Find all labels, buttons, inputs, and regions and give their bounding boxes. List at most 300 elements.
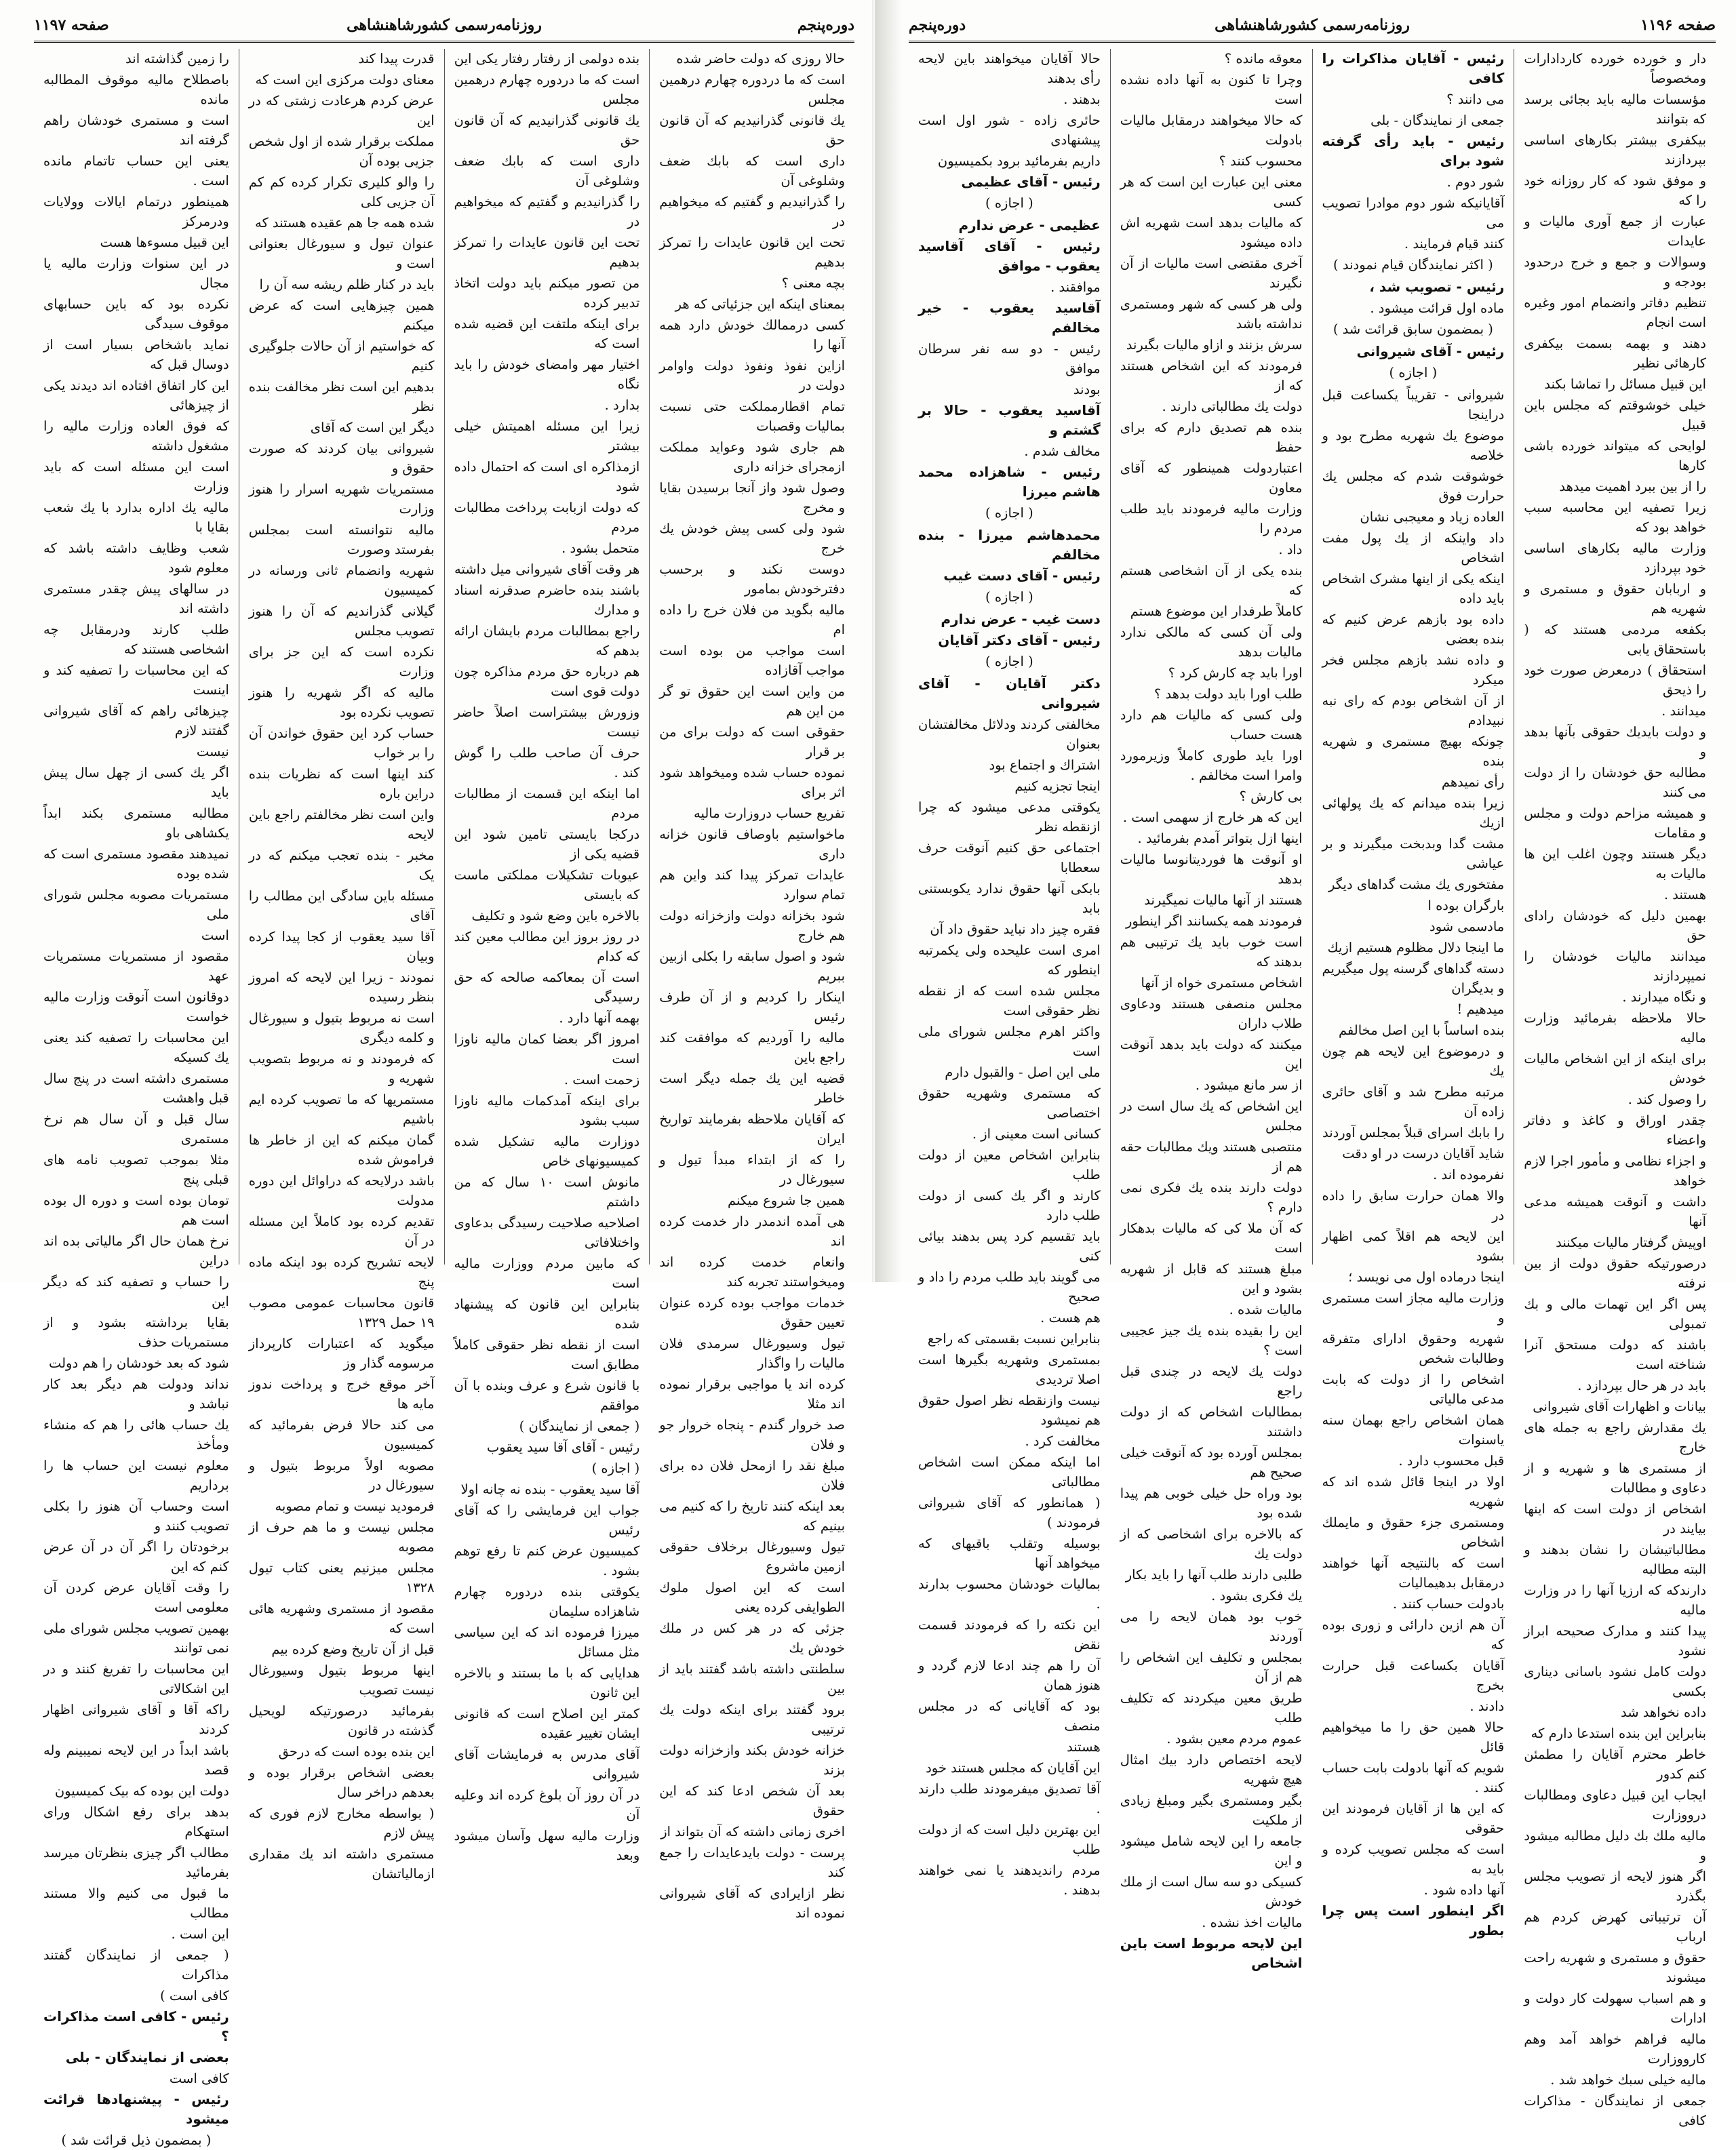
text-line: مستمریات مصوبه مجلس شورای ملی (43, 887, 229, 922)
text-line: بهمه آنها دارد . (559, 1010, 640, 1026)
text-line: بنده دولمی از رفتار رفتار یکی این (454, 51, 640, 66)
text-line: امروز اگر بعضا کمان مالیه ناوزا است (454, 1031, 640, 1067)
left-page-paper-title: روزنامه‌رسمی کشورشاهنشاهی (347, 16, 542, 34)
text-line: نمیدهند مقصود مستمری است که شده بوده (43, 846, 229, 881)
text-line: این لایحه هم اقلاً کمی اظهار بشود (1322, 1229, 1505, 1264)
speaker-line: دست غیب - عرض ندارم (941, 611, 1101, 627)
left-column-4 (34, 49, 239, 2148)
speaker-line: دکتر آقایان - آقای شیروانی (918, 675, 1101, 711)
text-line: رأی نمیدهم (1441, 774, 1505, 790)
text-line: اینکار را کردیم و از آن طرف رئیس (659, 989, 845, 1024)
text-line: مانوش است ۱۰ سال که من داشتم (454, 1174, 640, 1210)
text-line: نداند ودولت هم دیگر بعد کار نباشد و (43, 1376, 229, 1412)
text-line: معلوم نیست این حساب ها را برداریم (43, 1458, 229, 1493)
text-line: جزئی که در هر کس در ملك خودش یك (659, 1620, 845, 1656)
text-line: مجلس شده است که از نقطه نظر حقوقی است (918, 983, 1101, 1018)
text-line: بنده اساساً با این اصل مخالفم (1338, 1022, 1505, 1038)
text-line: تنظیم دفاتر وانضمام امور وغیره است انجام (1524, 295, 1706, 330)
text-line: همین جا شروع میکنم (728, 1193, 845, 1208)
text-line: خدمات مواجب بوده کرده عنوان تعیین حقوق (659, 1295, 845, 1330)
text-line: مطالباتیشان را نشان بدهند و البته مطالبه (1524, 1542, 1706, 1577)
text-line: آخری مقتضی است مالیات از آن نگیرند (1120, 256, 1303, 291)
text-line: داری است که بابك ضعف وشلوغی آن (454, 153, 640, 188)
text-line: کاملاً طرفدار این موضوع هستم (1130, 603, 1303, 619)
text-line: مالیه فراهم خواهد آمد وهم کارووزارت (1524, 2031, 1706, 2067)
text-line: آقایانیکه شور دوم موادرا تصویب می (1322, 195, 1505, 231)
text-line: اینجا درماده اول می نویسد ؛ (1348, 1269, 1505, 1285)
text-line: قبل محسوب دارد . (1398, 1453, 1505, 1469)
text-line: میگوید که اعتبارات کارپرداز مرسومه گذار وز (248, 1336, 435, 1371)
text-line: مخبر - بنده تعجب میکنم که در یک (248, 848, 435, 883)
left-page-number: صفحه ۱۱۹۷ (34, 16, 109, 34)
right-page (875, 0, 1736, 2128)
text-line: موافقند . (1050, 279, 1101, 295)
text-line: فرمودند که این اشخاص هستند که از (1120, 358, 1303, 393)
left-column-1 (649, 49, 854, 1921)
text-line: این است . (171, 1926, 229, 1942)
text-line: و نگاه میدارند . (1622, 989, 1706, 1005)
text-line: کسانی است معینی از . (972, 1126, 1101, 1142)
right-page-fold-shadow (875, 0, 902, 1282)
text-line: دولت دارند بنده یك فکری نمی دارم ؟ (1120, 1180, 1303, 1215)
text-line: جمعی از نمایندگان - بلی (1370, 113, 1505, 128)
text-line: که دولت ازبابت پرداخت مطالبات مردم (454, 500, 640, 535)
text-line: که آن ملا کی که مالیات بدهکار است (1120, 1220, 1303, 1256)
text-line: داریم بفرمائید برود بکمیسیون (937, 153, 1101, 169)
text-line: از آن اشخاص بودم که رای نبه نبیدادم (1322, 693, 1505, 728)
speaker-line: رئیس - آقای دست غیب (943, 568, 1101, 584)
text-line: ماده اول قرائت میشود . (1370, 300, 1505, 316)
text-line: این محاسبات را تفریغ کنند و در این اشکالاتی (43, 1661, 229, 1696)
text-line: را گذرانیدیم و گفتیم که میخواهیم در (659, 194, 845, 229)
text-line: ( بواسطه مخارج لازم فوری که پیش لازم (248, 1806, 435, 1841)
text-line: که حالا میخواهند درمقابل مالیات بادولت (1120, 113, 1303, 148)
text-line: وزارت مالیه فرمودند باید طلب مردم را (1120, 501, 1303, 536)
text-line: ولی آن کسی که مالکی ندارد مالیات بدهد (1120, 624, 1303, 660)
text-line: مبلغ هستند که قابل از شهریه بشود و این (1120, 1261, 1303, 1296)
text-line: حساب کرد این حقوق خواندن آن را بر خواب (248, 725, 435, 761)
text-line: خزانه خودش بکند وازخزانه دولت بزند (659, 1743, 845, 1778)
text-line: بدهیم این است نظر مخالفت بنده نظر (248, 379, 435, 414)
right-column-1 (1514, 49, 1716, 2128)
text-line: مالیات شده . (1229, 1302, 1303, 1317)
text-line: طلب کارند ودرمقابل چه اشخاصی هستند که (43, 622, 229, 657)
text-line: می کند حالا فرض بفرمائید که کمیسیون (248, 1417, 435, 1452)
text-line: یك حساب هائی را هم که منشاء ومأخذ (43, 1417, 229, 1452)
text-line: هستند از آنها مالیات نمیگیرند (1144, 892, 1303, 908)
text-line: زحمت است . (564, 1072, 640, 1088)
text-line: ایجاب این قبیل دعاوی ومطالبات درووزارت (1524, 1787, 1706, 1823)
text-line: همینطور درتمام ایالات وولایات ودرمرکز (43, 194, 229, 229)
text-line: شاید آقایان درست در او دقت (1342, 1146, 1505, 1161)
text-line: وانعام خدمت کرده اند ومیخواستند تجربه کند (659, 1254, 845, 1290)
speaker-line: عظیمی - عرض ندارم (958, 217, 1101, 233)
text-line: چقدر اوراق و کاغذ و دفاتر واعضاء (1524, 1113, 1706, 1148)
text-line: حائری زاده - شور اول است پیشنهادی (918, 113, 1101, 148)
speaker-line: رئیس - کافی است مذاکرات ؟ (43, 2008, 229, 2044)
text-line: دسته گداهای گرسنه پول میگیریم و بدیگران (1322, 961, 1505, 996)
text-line: قانون محاسبات عمومی مصوب ۱۹ حمل ۱۳۲۹ (248, 1295, 435, 1330)
left-header-rule (34, 41, 854, 43)
text-line: هستند (1067, 1739, 1101, 1755)
text-line: دوقانون است آنوقت وزارت مالیه خواست (43, 989, 229, 1024)
text-line: لایحه اختصاص دارد بیك امثال هیچ شهریه (1120, 1752, 1303, 1787)
text-line: دولت این بوده که بیک کمیسیون (54, 1783, 229, 1799)
text-line: داد واینکه از یك پول مفت اشخاص (1322, 530, 1505, 565)
text-line: و اربابان حقوق و مستمری و شهریه هم (1524, 581, 1706, 616)
text-line: نرخ همان حال اگر مالیاتی بده اند دراین (43, 1233, 229, 1269)
text-line: یکوقتی مدعی میشود که چرا ازنقطه نظر (918, 799, 1101, 835)
text-line: را از بین ببرد اهمیت میدهد (1559, 479, 1706, 494)
text-line: حالا همین حق را ما میخواهیم قائل (1322, 1719, 1505, 1755)
text-line: وزورش بیشتراست اصلاً حاضر نیست (454, 704, 640, 740)
centered-note: ( بمضمون ذیل قرائت شد ) (61, 2132, 212, 2148)
text-line: مشت گدا وبدبخت میگیرند و بر عیاشی (1322, 836, 1505, 871)
text-line: اینها مربوط بتیول وسیورغال نیست تصویب (248, 1663, 435, 1698)
text-line: وزارت مالیه بکارهای اساسی خود بپردازد (1524, 540, 1706, 576)
text-line: خیلی خوشوقتم که مجلس باین قبیل (1524, 397, 1706, 433)
text-line: را که از ابتداء مبدأ تیول و سیورغال در (659, 1152, 845, 1187)
text-line: کنند قیام فرمایند . (1404, 236, 1505, 252)
text-line: ( جمعی از نمایندگان گفتند مذاکرات (43, 1947, 229, 1983)
text-line: که این ها از آقایان فرمودند این حقوقی (1322, 1801, 1505, 1836)
text-line: است وحساب آن هنوز را بکلی تصویب کنند و (43, 1498, 229, 1534)
text-line: اولا در اینجا قائل شده اند که شهریه (1322, 1474, 1505, 1509)
text-line: بنابراین این بنده استدعا دارم که (1531, 1726, 1706, 1741)
text-line: قضیه این یك جمله دیگر است خاطر (659, 1071, 845, 1106)
text-line: درصورتیکه حقوق دولت از بین نرفته (1524, 1256, 1706, 1291)
text-line: یك فکری بشود . (1211, 1588, 1303, 1604)
text-line: وزارت مالیه سهل وآسان میشود وبعد (454, 1828, 640, 1863)
text-line: تحت این قانون عایدات را تمرکز بدهیم (454, 235, 640, 270)
text-line: و داده نشد بازهم مجلس فخر میکرد (1322, 652, 1505, 688)
text-line: مستمریها که ما تصویب کرده ایم باشیم (248, 1092, 435, 1127)
text-line: وزارت مالیه مجاز است مستمری و (1322, 1290, 1505, 1326)
text-line: قبل از آن تاریخ وضع کرده بیم (271, 1641, 435, 1657)
text-line: ملی این اصل - والقبول دارم (945, 1064, 1101, 1080)
text-line: استحقاق ) درمعرض صورت خود را ذیحق (1524, 662, 1706, 698)
text-line: که مابین مردم ووزارت مالیه است (454, 1256, 640, 1291)
text-line: دولت یك مطالباتی دارند . (1162, 399, 1303, 414)
text-line: اورا باید چه کارش کرد ؟ (1168, 665, 1303, 681)
speaker-line: رئیس - باید رأی گرفته شود برای (1322, 133, 1505, 169)
text-line: داده بود بازهم عرض کنیم که بنده بعضی (1322, 612, 1505, 647)
speaker-line: رئیس - پیشنهادها قرائت میشود (43, 2091, 229, 2127)
text-line: بمجلس آورده بود که آنوقت خیلی صحیح هم (1120, 1445, 1303, 1480)
text-line: نمودند - زیرا این لایحه که امروز بنظر رسیده (248, 970, 435, 1005)
text-line: اگر یك کسی از چهل سال پیش باید (43, 765, 229, 800)
text-line: و هم اسباب سهولت کار دولت و ادارات (1524, 1991, 1706, 2026)
text-line: است که ما دردوره چهارم درهمین مجلس (454, 72, 640, 107)
text-line: است که این اصول ملوك الطوایفی کرده یعنی (659, 1580, 845, 1615)
text-line: بود وراه حل خیلی خوبی هم پیدا شده بود (1120, 1486, 1303, 1521)
text-line: من تصور میکنم باید دولت اتخاذ تدبیر کرده (454, 275, 640, 311)
text-line: مصوبه اولاً مربوط بتیول و سیورغال در (248, 1458, 435, 1493)
text-line: دوزارت مالیه تشکیل شده کمیسیونهای خاص (454, 1134, 640, 1169)
text-line: شود ولی کسی پیش خودش یك خرج (659, 521, 845, 556)
text-line: همین چیزهایی است که عرض میکنم (248, 298, 435, 333)
left-page-header (34, 12, 854, 41)
text-line: را وقت آقایان عرض کردن آن معلومی است (43, 1580, 229, 1615)
text-line: مالیه بگوید من فلان خرج را داده ام (659, 602, 845, 637)
text-line: شور دوم . (1446, 174, 1505, 190)
text-line: راکه آقا و آقای شیروانی اظهار کردند (43, 1702, 229, 1737)
text-line: صد خروار گندم - پنجاه خروار جو و فلان (659, 1417, 845, 1452)
text-line: بمعنای اینکه این جزئیاتی که هر (675, 296, 845, 312)
text-line: کسیکی دو سه سال است از ملك خودش (1120, 1874, 1303, 1909)
text-line: بدارد . (604, 397, 640, 413)
text-line: مجلس منصفی هستند ودعاوی طلاب داران (1120, 996, 1303, 1031)
text-line: کسی درممالك خودش دارد همه آنها را (659, 317, 845, 353)
text-line: آقا تصدیق میفرمودند طلب دارند . (918, 1781, 1101, 1816)
text-line: بگیر ومستمری بگیر ومبلغ زیادی از ملکیت (1120, 1793, 1303, 1828)
text-line: حرف آن صاحب طلب را گوش کند . (454, 745, 640, 780)
text-line: آقایان بکساعت قبل حرارت بخرج (1322, 1658, 1505, 1693)
text-line: این محاسبات را تصفیه کند یعنی یك کسیکه (43, 1030, 229, 1065)
text-line: بادولت حساب کنند . (1392, 1596, 1505, 1612)
text-line: که فرمودند و نه مربوط بتصویب شهریه و (248, 1051, 435, 1086)
text-line: یك قانونی گذرانیدیم که آن قانون حق (454, 113, 640, 148)
right-page-header (909, 12, 1716, 41)
text-line: را بابك اسرای قبلاً بمجلس آوردند (1322, 1125, 1505, 1140)
text-line: هم هست . (1040, 1310, 1101, 1326)
text-line: بودند (1073, 382, 1101, 397)
text-line: ( جمعی از نمایندگان ) (519, 1418, 640, 1434)
text-line: مخالف شدم . (1024, 443, 1101, 459)
text-line: خوشوقت شدم که مجلس یك حرارت فوق (1322, 469, 1505, 504)
left-column-3 (239, 49, 444, 1882)
text-line: این قبیل مسائل را تماشا بکند (1544, 376, 1706, 392)
text-line: که فوق العاده وزارت مالیه را مشغول داشته (43, 418, 229, 454)
text-line: که این محاسبات را تصفیه کند و اینست (43, 662, 229, 698)
text-line: برای اینکه آمدکمات مالیه ناوزا سبب بشود (454, 1093, 640, 1128)
text-line: نیست وازنقطه نظر اصول حقوق هم نمیشود (918, 1393, 1101, 1428)
speaker-line: رئیس - آقایان مذاکرات را کافی (1322, 50, 1505, 86)
text-line: مخالفت کرد . (1025, 1433, 1101, 1449)
text-line: فرمودند همه یکسانند اگر اینطور (1125, 913, 1303, 929)
text-line: نیست (196, 744, 229, 759)
text-line: مالیه ملك بك دلیل مطالبه میشود و (1524, 1828, 1706, 1863)
text-line: امری است علیحده ولی یکمرتبه اینطور که (918, 942, 1101, 978)
text-line: بفرمائید درصورتیکه لویحیل گذشته در قانون (248, 1703, 435, 1738)
text-line: واکثر اهرم مجلس شورای ملی است (918, 1024, 1101, 1059)
text-line: مستمری داشته است در پنج سال قبل واهشت (43, 1071, 229, 1106)
text-line: تمام اقطارمملکت حتی نسبت بمالیات وقصبات (659, 399, 845, 434)
text-line: در آن روز آن بلوغ کرده اند وعلیه آن (454, 1787, 640, 1823)
text-line: برای اینکه از این اشخاص مالیات خودش (1524, 1051, 1706, 1086)
text-line: اشتراك و اجتماع بود (989, 757, 1101, 773)
text-line: باید در کنار ظلم ریشه سه آن را (259, 277, 435, 292)
text-line: اما اینکه این قسمت از مطالبات مردم (454, 786, 640, 821)
text-line: اما اینکه ممکن است اشخاص مطالباتی (918, 1454, 1101, 1490)
text-line: برخودتان را اگر آن در آن عرض کنم که این (43, 1539, 229, 1574)
text-line: دار و خورده خورده کاردادارات ومخصوصاً (1524, 51, 1706, 86)
text-line: داشت و آنوقت همیشه مدعی آنها (1524, 1194, 1706, 1229)
text-line: برای اینکه ملتفت این قضیه شده است که (454, 316, 640, 351)
text-line: طلب اورا باید دولت بدهد ؟ (1153, 686, 1303, 702)
text-line: شیروانی بیان کردند که صورت حقوق و (248, 441, 435, 476)
text-line: منتصبی هستند ویك مطالبات حقه هم از (1120, 1139, 1303, 1174)
text-line: پرست - دولت بایدعایدات را جمع کند (659, 1845, 845, 1880)
text-line: این بنده بوده است که درحق (278, 1744, 435, 1759)
right-page-columns (909, 49, 1716, 2128)
text-line: را گذرانیدیم و گفتیم که میخواهیم در (454, 194, 640, 229)
text-line: است نه مربوط بتیول و سیورغال و کلمه دیگری (248, 1010, 435, 1046)
text-line: طریق معین میکردند که تکلیف طلب (1120, 1690, 1303, 1726)
text-line: مملکت برقرار شده از اول شخص جزیی بوده آن (248, 134, 435, 169)
text-line: عموم مردم معین بشود . (1166, 1731, 1303, 1747)
text-line: بالاخره باین وضع شود و تکلیف (471, 908, 640, 923)
text-line: بعد آن شخص ادعا کند که این حقوق (659, 1783, 845, 1818)
text-line: بنده یکی از آن اشخاصی هستم که (1120, 563, 1303, 598)
text-line: که آقایان ملاحظه بفرمایند تواریخ ایران (659, 1111, 845, 1147)
text-line: کمیسیون عرض کنم تا رفع توهم بشود . (454, 1543, 640, 1578)
text-line: اوپیش گرفتار مالیات میکنند (1556, 1235, 1706, 1250)
text-line: آقا سید یعقوب از کجا پیدا کرده وبیان (248, 929, 435, 964)
text-line: آن را هم چند ادعا لازم گردد و هنوز همان (918, 1658, 1101, 1693)
text-line: اینجا تجزیه کنیم (1014, 778, 1101, 794)
text-line: در سالهای پیش چقدر مستمری داشته اند (43, 581, 229, 616)
text-line: بنابراین نسبت بقسمتی که راجع (927, 1331, 1101, 1347)
text-line: دولت کامل نشود باسانی دیناری بکسی (1524, 1664, 1706, 1699)
text-line: بمستمری وشهریه بگیرها است اصلا تردیدی (918, 1352, 1101, 1387)
text-line: خوب بود همان لایحه را می آوردند (1120, 1609, 1303, 1644)
centered-note: ( اجازه ) (985, 195, 1033, 211)
right-column-3 (1110, 49, 1312, 1971)
text-line: آن هم ازین دارائی و زوری بوده که (1322, 1617, 1505, 1652)
text-line: شود و اصول سابقه را بکلی ازبین ببریم (659, 949, 845, 984)
text-line: کافی است ) (160, 1988, 229, 2004)
text-line: موضوع یك شهریه مطرح بود و خلاصه (1322, 428, 1505, 463)
text-line: بقایا برداشته بشود و از مستمریات حذف (43, 1315, 229, 1350)
text-line: اینها ازل بتواتر آمدم بفرمائید . (1137, 831, 1303, 846)
text-line: یعنی این حساب تاتمام مانده است . (43, 153, 229, 188)
text-line: است (201, 928, 229, 943)
text-line: شویم که آنها بادولت بابت حساب کنند . (1322, 1760, 1505, 1795)
text-line: کمتر این اصلاح است که قانونی ایشان تغییر عقیده (454, 1706, 640, 1741)
text-line: هستند . (1663, 887, 1706, 902)
text-line: مطالب اگر چیزی بنظرتان میرسد بفرمائید (43, 1845, 229, 1880)
centered-note: ( اجازه ) (1389, 365, 1438, 380)
text-line: ( همانطور که آقای شیروانی فرمودند ) (918, 1495, 1101, 1530)
text-line: و دولت بایدیك حقوقی بآنها بدهد و (1524, 724, 1706, 759)
text-line: ولی هر کسی که شهر ومستمری نداشته باشد (1120, 296, 1303, 332)
text-line: اجتماعی حق کنیم آنوقت حرف سعطابا (918, 840, 1101, 875)
speaker-line: اگر اینطور است پس چرا بطور (1322, 1903, 1505, 1938)
text-line: و همیشه مزاحم دولت و مجلس و مقامات (1524, 805, 1706, 841)
left-column-2 (444, 49, 650, 1863)
text-line: نموده حساب شده ومیخواهد شود اثر برای (659, 765, 845, 800)
text-line: این آقایان که مجلس هستند خود (926, 1760, 1101, 1776)
text-line: برود گفتند برای اینکه دولت یك ترتیبی (659, 1702, 845, 1737)
text-line: ولی کسی که مالیات هم دارد هست حساب (1120, 707, 1303, 742)
text-line: است این مسئله است که باید وزارت (43, 459, 229, 494)
text-line: العاده زیاد و معیجبی نشان (1360, 509, 1505, 525)
text-line: شود بخزانه دولت وازخزانه دولت هم خارج (659, 908, 845, 943)
text-line: آن ترتیباتی کهرض کردم هم ارباب (1524, 1909, 1706, 1945)
text-line: دهند و بهمه بسمت بیکفری کارهائی نظیر (1524, 336, 1706, 371)
text-line: متحمل بشود . (561, 540, 640, 556)
text-line: بهمین دلیل که خودشان رادای حق (1524, 908, 1706, 943)
text-line: بیانات و اظهارات آقای شیروانی (1533, 1399, 1706, 1414)
text-line: نکرده است که این جز برای وزارت (248, 644, 435, 679)
text-line: نفرموده اند . (1433, 1167, 1505, 1182)
text-line: همان اشخاص راجع بهمان سنه یاسنوات (1322, 1412, 1505, 1448)
text-line: اعتباردولت همینطور که آقای معاون (1120, 460, 1303, 496)
speaker-line: رئیس - آقای دکتر آقایان (938, 632, 1101, 648)
text-line: تقدیم کرده بود کاملاً این مسئله در آن (248, 1214, 435, 1249)
text-line: این را بقیده بنده یك جیز عجیبی است ؟ (1120, 1323, 1303, 1358)
text-line: کند اینها است که نظریات بنده دراین باره (248, 766, 435, 801)
text-line: است آن بمعاکمه صالحه که حق رسیدگی (454, 970, 640, 1005)
text-line: ما اینجا دلال مظلوم هستیم ازیك (1327, 940, 1505, 955)
text-line: جمعی از نمایندگان - مذاکرات کافی (1524, 2093, 1706, 2128)
text-line: طلبی دارند طلب آنها را باید بکار (1125, 1567, 1303, 1582)
text-line: که بالاخره برای اشخاصی که از دولت یك (1120, 1526, 1303, 1561)
text-line: آقای مدرس به فرمایشات آقای شیروانی (454, 1747, 640, 1782)
text-line: زیرا تصفیه این محاسبه سبب خواهد بود که (1524, 500, 1706, 535)
speaker-line: رئیس - آقای شیروانی (1356, 343, 1505, 359)
text-line: اشخاص از دولت است که اینها بیایند در (1524, 1501, 1706, 1536)
text-line: میدانند مالیات خودشان را نمیپردازند (1524, 949, 1706, 984)
text-line: اختیار مهر وامضای خودش را باید نگاه (454, 357, 640, 392)
text-line: محسوب کنند ؟ (1219, 153, 1303, 169)
text-line: مثلا بموجب تصویب نامه های قبلی پنج (43, 1152, 229, 1187)
text-line: مخالفتی کردند ودلائل مخالفتشان بعنوان (918, 717, 1101, 752)
text-line: من واین است این حقوق تو گر من این هم (659, 683, 845, 719)
text-line: سرش بزنند و ازاو مالیات بگیرند (1126, 337, 1303, 353)
text-line: داری است که بابك ضعف وشلوغی آن (659, 153, 845, 188)
text-line: از سر مانع میشود . (1195, 1077, 1303, 1093)
right-page-number: صفحه ۱۱۹۶ (1640, 16, 1716, 34)
text-line: سال قبل و آن سال هم نرخ مستمری (43, 1111, 229, 1147)
text-line: این نکته را که فرمودند قسمت نقض (918, 1617, 1101, 1652)
text-line: زیرا بنده میدانم که یك پولهائی ازیك (1322, 795, 1505, 831)
text-line: دیگر این است که آقای (310, 420, 435, 435)
text-line: حالا روزی که دولت حاضر شده (676, 51, 845, 66)
text-line: نکرده بود که باین حسابهای موقوف سیدگی (43, 296, 229, 332)
text-line: میدهیم ! (1457, 1001, 1505, 1017)
text-line: عرض کردم هرعادت زشتی که در این (248, 93, 435, 128)
text-line: چونکه بهیچ مستمری و شهریه بنده (1322, 734, 1505, 769)
centered-note: ( اکثر نمایندگان قیام نمودند ) (1333, 257, 1493, 273)
text-line: بهمین تصویب مجلس شورای ملی نمی توانند (43, 1620, 229, 1656)
text-line: میکنند که دولت باید بدهد آنوقت این (1120, 1037, 1303, 1072)
text-line: مؤسسات مالیه باید بجائی برسد که بتوانند (1524, 92, 1706, 127)
text-line: و درموضوع این لایحه هم چون یك (1322, 1043, 1505, 1079)
right-page-term: دوره‌پنجم (909, 16, 966, 34)
text-line: حقوقی است که دولت برای من بر قرار (659, 724, 845, 759)
text-line: او آنوقت ها فوردیتانوسا مالیات بدهد (1120, 852, 1303, 887)
centered-note: ( اجازه ) (985, 589, 1033, 605)
text-line: آقا سید یعقوب - بنده نه چانه اولا (460, 1481, 640, 1497)
text-line: خاطر محترم آقایان را مطمئن کنم کدور (1524, 1747, 1706, 1782)
text-line: وصول شود واز آنجا برسیدن بقایا و مخرج (659, 480, 845, 515)
text-line: یك قانونی گذرانیدیم که آن قانون حق (659, 113, 845, 148)
text-line: مادسمی شود (1429, 919, 1505, 934)
text-line: این بهترین دلیل است که از دولت طلب (918, 1822, 1101, 1857)
text-line: هم جاری شود وعواید مملکت ازمجرای خزانه داری (659, 439, 845, 475)
text-line: بابکی آنها حقوق ندارد یکوبستنی بابد (918, 881, 1101, 916)
text-line: است خوب باید یك ترتیبی هم بدهند که (1120, 934, 1303, 970)
text-line: معنی این عبارت این است که هر کسی (1120, 174, 1303, 210)
text-line: مالیه نتوانسته است بمجلس بفرستد وصورت (248, 522, 435, 557)
text-line: باصطلاح مالیه موقوف المطالبه مانده (43, 72, 229, 107)
speaker-line: محمدهاشم میرزا - بنده مخالفم (918, 527, 1101, 563)
text-line: را زمین گذاشته اند (125, 51, 229, 66)
text-line: مالیه یك اداره بدارد با یك شعب بقایا با (43, 500, 229, 535)
text-line: ازمذاکره ای است که احتمال داده شود (454, 459, 640, 494)
